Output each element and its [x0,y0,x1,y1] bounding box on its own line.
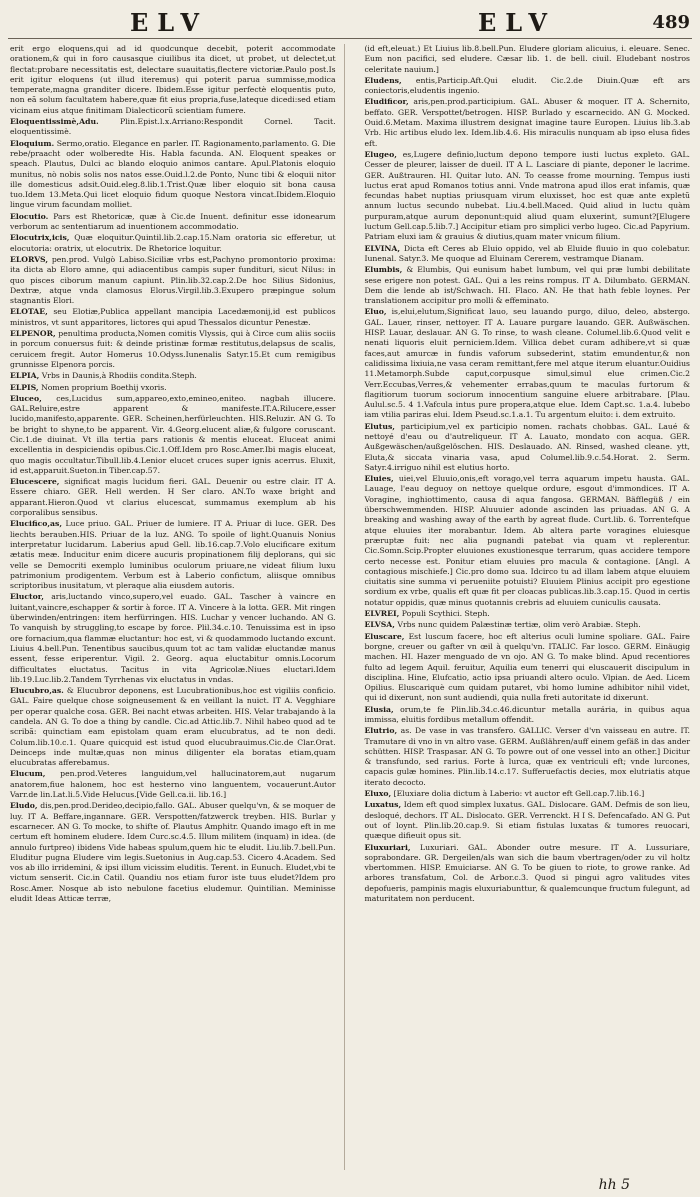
entry-text: entis,Particip.Aft.Qui eludit. Cic.2.de Diuin.Quæ eft ars coniectoris,eludentis ingenio. [364,75,690,96]
entry-text: Luce priuo. GAL. Priuer de lumiere. IT A. Priuar di luce. GER. Des liechts berauben.HIS. Priuar de la luz. ANG. To spoile of light.Quanuis Nonius interpretatur lucidarum. Laberius apud Gell. lib.16.cap.7.Volo elucificare exitum ætatis meæ. Inducitur enim dicere aucuris propinationem filij deplorans, qui sic velle se Democriti exemplo luminibus oculorum priuare,ne videat filium luxu patrimonium prodigentem. Verbum est à Laberio confictum, aliisque omnibus scriptoribus inusitatum, vt pleraque alia eiusdem autoris. [10,519,336,591]
header-rule [8,38,692,39]
entry-text: & Elucubror deponens, est Lucubrationibus,hoc est vigiliis conficio. GAL. Faire quelque chose soigneusement & en veillant la nuict. IT A. Vegghiare per operar qualche cosa. GER. Bei nacht etwas arbeiten. HIS. Velar trabajando à la candela. AN G. To doe a thing by candle. Cic.ad Attic.lib.7. Nihil habeo quod ad te scribã: quinctiam eam epistolam quam eram elucubratus, ad te non dedi. Colum.lib.10.c.1. Quare quicquid est istud quod elucubrauimus.Cic.de Clar.Orat. Deinceps inde multæ,quas non minus diligenter ela boratas etiam,quam elucubratas afferebamus. [10,686,336,768]
dictionary-entry [364,632,690,704]
dictionary-entry [10,383,336,393]
entry-text: erit ergo eloquens,qui ad id quodcunque decebit, poterit accommodate orationem,& qui in foro causasque ciuilibus ita dicet, ut probet, ut delectet,ut flectat:probare necessitatis est, delectare suauitatis,flectere victoriæ.Paulo post.Is erit igitur eloquens (ut illud iteremus) qui poterit parua summisse,modica temperate,magna granditer dicere. Ibidem.Esse igitur perfectè eloquentis puto, non eã solum facultatem habere,quæ fit eius propria,fuse,lateque dicedi:sed etiam vicinam eius atque finitimam Dialecticorũ scientiam fumere. [10,44,336,115]
page-number: 489 [652,12,690,33]
entry-text: Quæ eloquitur.Quintil.lib.2.cap.15.Nam oratoria sic efferetur, ut elocutoria: oratrix, ut elocutrix. De Rhetorice loquitur. [10,233,336,253]
dictionary-entry [364,474,690,608]
dictionary-entry [364,76,690,97]
dictionary-entry [10,307,336,328]
entry-headword: Elutus, [364,421,395,431]
entry-headword: ELPENOR, [10,329,56,339]
dictionary-entry [364,800,690,841]
entry-headword: Elucubro,as. [10,686,64,696]
dictionary-entry [364,244,690,265]
dictionary-entry [364,44,690,75]
entry-text: Plin.Epist.l.x.Arriano:Respondit Cornel. Tacit. eloquentissimè. [10,117,336,137]
dictionary-entry [364,726,690,788]
entry-text: Nomen proprium Boethij vxoris. [41,382,167,392]
entry-headword: Eluscare, [364,631,405,641]
entry-headword: ELPIA, [10,371,40,381]
dictionary-entry [10,801,336,904]
dictionary-entry [364,843,690,905]
dictionary-entry [364,609,690,619]
entry-text: Idem eft quod simplex luxatus. GAL. Dislocare. GAM. Defmis de son lieu, desloqué, dechors. IT AL. Dislocato. GER. Verrenckt. H I S. Defencafado. AN G. Put out of loynt. Plin.lib.20.cap.9. Si etiam fistulas luxatas & tumores reuocari, quæque difieuit opus sit. [364,800,690,841]
entry-text: Luxuriari. GAL. Abonder outre mesure. IT A. Lussuriare, soprabondare. GR. Dergeilen/als wan sich die baum vbertragen/oder zu vil holtz vbertommen. HISP. Emuiciarse. AN G. To be giuen to riote, to growe ranke. Ad arbores transfatum, Col. de Arbor.c.3. Quod si pingui agro valitudes vites depofueris, pampinis magis eluxuriabunttur, & qualemcunque fructum fulegunt, ad maturitatem non perducent. [364,842,690,904]
entry-headword: Eluctor, [10,592,44,602]
column-divider [344,44,361,1170]
entry-headword: Eluceo, [10,393,42,403]
entry-headword: Eloquium. [10,138,55,148]
dictionary-entry [10,371,336,381]
entry-text: Vrbs nunc quidem Palæstinæ tertiæ, olim verò Arabiæ. Steph. [397,620,641,630]
entry-headword: Eluies, [364,474,394,484]
entry-text: pen.prod. Vulgò Labiso.Siciliæ vrbs est,Pachyno promontorio proxima: ita dicta ab Eloro amne, qui adiacentibus campis super fundituri, sicut Nilus: in quo pisces ciborum manum capiunt. Plin.lib.32.cap.2.De hoc Silius Sidonius, Dextræ, atque vnda clamosus Elorus.Virgil.lib.3.Exupero præpingue solum stagnantis Elori. [10,254,336,306]
dictionary-entry [10,686,336,768]
entry-text: (id eft,eleuat.) Et Liuius lib.8.bell.Pun. Eludere gloriam alicuius, i. eleuare. Senec. Eum non pacifici, sed eludere. Cæsar lib. 1. de bell. ciuil. Eludebant nostros celeritate nauium.] [364,44,690,74]
entry-text: as. De vase in vas transfero. GALLIC. Verser d'vn vaisseau en autre. IT. Tramutare di vno in vn altro vase. GERM. Außlähren/auff einem gefäß in das ander schütten. HISP. Traspasar. AN G. To powre out of one vessel into an other.] Dicitur & transfundo, sed rarius. Forte à lurca, quæ ex ventriculi eft; vnde lurcones, capacis gulæ homines. Plin.lib.14.c.17. Sufferuefactis decies, mox elutriatis atque iterato decocto. [364,726,690,787]
dictionary-entry [10,212,336,233]
entry-text: significat magis lucidum fieri. GAL. Deuenir ou estre clair. IT A. Essere chiaro. GER. Hell werden. H Ser claro. AN.To waxe bright and apparant.Hieron.Quod vt clarius elucescat, summamus exemplum ab his corporalibus sensibus. [10,477,336,518]
entry-text: orum,te fe Plin.lib.34.c.46.dicuntur metalla aurária, in quibus aqua immissa, eluitis fordibus metallum offendit. [364,704,690,724]
dictionary-entry [10,233,336,254]
entry-text: penultima producta,Nomen comitis Vlyssis, qui à Circe cum aliis sociis in porcum conuersus fuit: & deinde pristinæ formæ restitutus,delapsus de scalis, ceruicem fregit. Autor Homerus 10.Odyss.Iunenalis Satyr.15.Et cum remigibus grunnisse Elpenora porcis. [10,329,336,369]
entry-text: uiei,vel Eluuio,onis,eft vorago,vel terra aquarum impetu hausta. GAL. Lauage, l'eau deguoy on nettoye quelque ordure, esgout d'immondices. IT A. Voragine, inghiottimento, causa di aqua fangosa. GERMAN. Bäfflegüß / ein überschwemmenden. HISP. Aluuuier adonde ascinden las priuadas. AN G. A breaking and washing away of the earth by agreat flude. Curt.lib. 6. Torrentefque atque eluuies iter morabantur. Idem. Ab altera parte voragines eluiesque præruptæ fuit: nec alia pugnandi patebat via quam vt replerentur. Cic.Somn.Scip.Propter eluuiones exustionesque terrarum, quas accidere tempore certo necesse est. Ponitur etiam eluuies pro macula & contagione. [Angl. A contagious mischiefe.] Cic.pro domo sua. Idcirco tu ad illam labem atque eluuiem ciuitatis sine summa vi perueniite potuisti? Eluuiem Plinius accipit pro egestione sordium ex vrbe, qualis eft quæ fit per cloacas publicas.lib.3.cap.15. Quod in certis notatur oppidis, quæ minus quotannis crebris ad eluuiem cuniculis causata. [364,474,690,607]
dictionary-entry [10,519,336,591]
entry-text: is,elui,elutum,Significat lauo, seu lauando purgo, diluo, deleo, abstergo. GAL. Lauer, rinser, nettoyer. IT A. Lauare purgare lauando. GER. Außwäschen. HISP. Lauar, deslauar. AN G. To rinse, to wash cleane. Columel.lib.6.Quod velit e nenati liquoris eluit perniciem.Idem. Villica debet curam adhibere,vt si quæ faces,aut amurcæ in fundis vaforum subsederint, statim emundentur,& non calidissima lixiuia,ne vasa ceram remittant,fere mel atque iterum eluantur.Ouidius 11.Metamorph.Subde caput,corpusque simul,simul elue crimen.Cic.2 Verr.Eccubas,Verres,& vehementer errabas,quum te maculas furtorum & flagitiorum tuorum sociorum innocentium sanguine eluere arbitrabare. [Plau. Aulul.sc.5. 4 1.Vafcula intus pure propera,atque elue. Idem Capt.sc. 1.a.4. lubebo iam vtilia pariras elui. Idem Pseud.sc.1.a.1. Tu argentum eluito: i. dem extruito. [364,307,690,420]
dictionary-entry [10,139,336,211]
dictionary-entry [10,592,336,685]
entry-headword: Eluxo, [364,789,392,799]
entry-headword: Elucescere, [10,477,60,487]
entry-text: Populi Scythici. Steph. [401,609,490,619]
right-column [360,44,694,1170]
entry-headword: Luxatus, [364,800,402,810]
entry-text: Sermo,oratio. Elegance en parler. IT. Ragionamento,parlamento. G. Die rebe/praacht oder wolberedte His. Habla facunda. AN. Eloquent speakes or speach. Plautus, Dulci ac blando eloquio animos cantare. Apul.Platonis eloquio munitus, nò nobis solis nos natos esse.Ouid.l.2.de Ponto, Nunc tibi & eloquii nitor ille domesticus adsit.Ouid.eleg.8.lib.1.Trist.Quæ liber eloquio sit bona causa tuo.Idem 13.Meta.Qui licet eloquio fidum quoque Nestora vincat.Ibidem.Eloquio lingue virum facundam molliet. [10,138,336,210]
entry-text: pen.prod.Veteres languidum,vel hallucinatorem,aut nugarum anatorem,fiue halonem, hoc est hesterno vino languentem, vocauerunt.Autor Varr.de lin.Lat.li.5.Vide Helucus.[Vide Gell.ca.ii. lib.16.] [10,769,336,800]
entry-text: Dicta eft Ceres ab Eluio oppido, vel ab Eluide fluuio in quo colebatur. Iunenal. Satyr.3. Me quoque ad Eluinam Cererem, vestramque Dianam. [364,243,690,263]
entry-headword: Eludens, [364,75,402,85]
dictionary-entry [364,265,690,306]
entry-headword: Elucum, [10,769,46,779]
dictionary-entry [364,789,690,799]
entry-headword: Elugeo, [364,149,397,159]
entry-headword: Elutrio, [364,726,398,736]
entry-headword: Elumbis, [364,265,403,275]
entry-headword: ELVSA, [364,620,395,630]
entry-text: Vrbs in Daunis,à Rhodiis condita.Steph. [41,371,197,381]
dictionary-entry [364,307,690,420]
running-head-right: ELV [478,8,556,37]
running-head-left: ELV [130,8,208,37]
dictionary-entry [10,117,336,138]
entry-headword: ELPIS, [10,382,39,392]
dictionary-entry [10,255,336,306]
entry-headword: Elocutio. [10,211,49,221]
entry-headword: ELVINA, [364,243,401,253]
entry-text: aris,luctando vinco,supero,vel euado. GAL. Tascher à vaincre en luitant,vaincre,eschapper & sortir à force. IT A. Vincere à la lotta. GER. Mit ringen überwinden/entringen: item herfürringen. HIS. Luchar y vencer luchando. AN G. To vanquish by struggling,to escape by force. Plil.34.c.10. Tenuissima est in ipso ore fornacium,qua flammæ eluctantur: hoc est, vi & quodammodo luctando excunt. Liuius 4.bell.Pun. Tenentibus saucibus,quum tot ac tam validæ eluctandæ manus essent, fesse eriperentur. Vigil. 2. Georg. aqua eluctabitur omnis.Locorum difficultates eluctatus. Tacitus in vita Agricolæ.Niues eluctari.Idem lib.19.Luc.lib.2.Tandem Tyrrhenas vix eluctatus in vndas. [10,592,336,684]
dictionary-entry [364,620,690,630]
dictionary-entry [364,422,690,473]
entry-headword: ELVREI, [364,609,400,619]
dictionary-entry [364,97,690,148]
left-column [6,44,340,1170]
dictionary-entry [10,477,336,518]
signature-mark: hh 5 [598,1177,630,1193]
dictionary-entry [364,705,690,726]
dictionary-entry [10,329,336,370]
entry-headword: Elucifico,as, [10,519,63,529]
dictionary-entry [10,769,336,800]
entry-text: ces,Lucidus sum,appareo,exto,emineo,eniteo. nagbah illucere. GAL.Reluire,estre apparent & manifeste.IT.A.Rilucere,esser lucido,manifesto,apparente. GER. Scheinen,herfürleuchten. HIS.Reluzir. AN G. To be bright to shyne,to be apparent. Vir. 4.Georg.elucent aliæ,& fulgore coruscant. Cic.1.de diuinat. Vt illa tertia pars rationis & mentis eluceat. Eluceat animi excellentia in despiciendis opibus.Cic.1.Off.Idem pro Rosc.Amer.Ibi magis eluceat, quo magis occultatur.Tibull.lib.4.Lenior elucet cruces super ignis acerrus. Eluxit, id est,apparuit.Sueton.in Tiber.cap.57. [10,393,336,475]
entry-text: aris,pen.prod.participium. GAL. Abuser & moquer. IT A. Schernito, beffato. GER. Verspottet/betrogen. HISP. Burlado y escarnecido. AN G. Mocked. Ouid.6.Metam. Maxima illustrem designat imagine taure Europen. Liuius lib.3.ab Vrb. Hic artibus eludo lex. Idem.lib.4.6. His miraculis nunquam ab ipso elusa fides eft. [364,97,690,148]
entry-text: seu Elotiæ,Publica appellant mancipia Lacedæmonij,id est publicos ministros, vt sunt apparitores, lictores qui apud Thessalos dicuntur Penestæ. [10,307,336,327]
dictionary-entry [364,150,690,243]
entry-text: es,Lugere definio,luctum depono tempore iusti luctus expleto. GAL. Cesser de pleurer, laisser de dueil. IT A L. Lasciare di piante, deponer le lacrime. GER. Außtrauren. HI. Quitar luto. AN. To ceasse frome mourning. Tempus iusti luctus erat apud Romanos totius anni. Vnde matrona apud illos erat infamis, quæ fecundas habet nuptias priusquam virum eluxisset, hoc est quæ ante expletũ annum luctus secundo nubebat. Liu.4.bell.Maced. Quid aliud in luctu quàm purpuram,atque aurum deponunt:quid aliud quam eluxerint, sumunt?[Elugere luctum Gell.cap.5.lib.7.] Accipitur etiam pro simplici verbo lugeo. Cic.ad Papyrium. Patriam eluxi iam & grauius & diutius,quam mater vnicum filium. [364,149,690,242]
dictionary-columns [6,44,694,1170]
dictionary-entry [10,44,336,116]
entry-headword: Eluxuriari, [364,842,411,852]
entry-text: dis,pen.prod.Derideo,decipio,fallo. GAL. Abuser quelqu'vn, & se moquer de luy. IT A. Beffare,ingannare. GER. Verspotten/fatzwerck treyben. HIS. Burlar y escarnecer. AN G. To mocke, to shifte of. Plautus Amphitr. Quando imago eft in me certum eft hominem eludere. Idem Curc.sc.4.5. Illum militem (inquam) in idea. (de annulo furtpreo) ibidens Vide habeas spulum,quem hic te eludit. Liu.lib.7.bell.Pun. Eluditur pugna Eludere vim legis.Suetonius in Aug.cap.53. Cicero 4.Academ. Sed vos ab illo irridemini, & ipsi illum vicissim eluditis. Terent. in Eunuch. Eludet,vbi te victum senserit. Cic.in Catil. Quandiu nos etiam furor iste tuus eludet?Idem pro Rosc.Amer. Nosque ab isto nebulone facetius eludemur. Quintilian. Meminisse eludit Ideas Atticæ terræ, [10,801,336,904]
entry-headword: Elusia, [364,704,394,714]
entry-text: [Eluxiare dolia dictum à Laberio: vt auctor eft Gell.cap.7.lib.16.] [393,789,645,799]
entry-headword: Elocutrix,icis, [10,233,70,243]
entry-headword: ELOTAE, [10,307,48,317]
dictionary-entry [10,394,336,476]
page-header [0,6,700,40]
entry-headword: Eludificor, [364,97,409,107]
entry-headword: Eludo, [10,801,38,811]
entry-text: Est luscum facere, hoc eft alterius oculi lumine spoliare. GAL. Faire borgne, creuer ou gafter vn œil à quelqu'vn. ITALIC. Far losco. GERM. Einäugig machen. HI. Hazer menguado de vn ojo. AN G. To make blind. Apud recentiores fulto ad legem Aquil. feruitur, Aquilia eum tenerri qui eluscauerit discipulum in disciplina. Hine, Elufcatio, actio ipsa priuandi altero oculo. Vlpian. de Aed. Licem Opilius. Eluscariquè cum quidam putaret, vbi homo lumine adhibitor nihil videt, qui id dixerunt, non sunt audiendi, quia nulla freti autoritate id dixerunt. [364,631,690,703]
entry-text: participium,vel ex participio nomen. rachats chobbas. GAL. Laué & nettoyé d'eau ou d'autreliqueur. IT A. Lauato, mondato con acqua. GER. Außgewäschen/außgelöschen. HIS. Deslauado. AN. Rinsed, washed cleane. ytt, Eluta,& siccata vinaria vasa, apud Columel.lib.9.c.54.Horat. 2. Serm. Satyr.4.irriguo nihil est elutius horto. [364,421,690,472]
entry-text: Pars est Rhetoricæ, quæ à Cic.de Inuent. definitur esse idonearum verborum ac sententiarum ad inuentionem accommodatio. [10,211,336,232]
entry-text: & Elumbis, Qui eunisum habet lumbum, vel qui præ lumbi debilitate sese erigere non potest. GAL. Qui a les reins rompus. IT A. Dilumbato. GERMAN. Dem die lende ab ist/Schwach. HI. Flaco. AN. He that hath feble loynes. Per translationem accipitur pro molli & effeminato. [364,265,690,306]
entry-headword: Eloquentissimè,Adu. [10,117,99,127]
entry-headword: ELORVS, [10,254,48,264]
entry-headword: Eluo, [364,307,387,317]
